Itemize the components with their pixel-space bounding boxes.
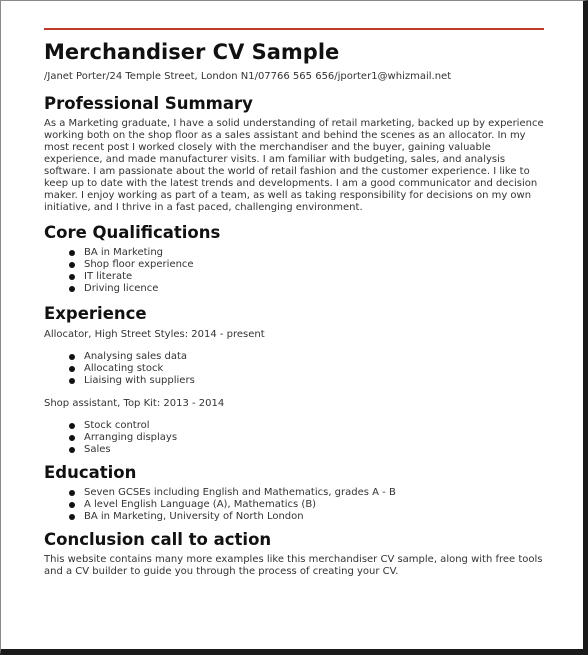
education-list — [44, 487, 544, 523]
list-item — [69, 351, 544, 363]
job-title-allocator: Allocator, High Street Styles: 2014 - present — [44, 329, 265, 340]
list-item-text: Shop floor experience — [84, 259, 194, 270]
cv-document — [44, 38, 544, 588]
education-heading: Education — [44, 463, 137, 482]
bullet-icon — [69, 490, 75, 496]
conclusion-heading: Conclusion call to action — [44, 530, 272, 549]
bullet-icon — [69, 262, 75, 268]
list-item-text: Liaising with suppliers — [84, 375, 195, 386]
list-item-text: Seven GCSEs including English and Mathematics, grades A - B — [84, 487, 396, 498]
job-duties-list — [44, 351, 544, 387]
list-item-text: Stock control — [84, 420, 150, 431]
list-item-text: Arranging displays — [84, 432, 178, 443]
document-title: Merchandiser CV Sample — [44, 40, 340, 64]
list-item-text: BA in Marketing, University of North London — [84, 511, 304, 522]
list-item — [69, 432, 544, 444]
list-item-text: IT literate — [84, 271, 133, 282]
list-item — [69, 283, 544, 295]
list-item — [69, 375, 544, 387]
list-item-text: Allocating stock — [84, 363, 164, 374]
list-item — [69, 247, 544, 259]
list-item — [69, 420, 544, 432]
bullet-icon — [69, 286, 75, 292]
bullet-icon — [69, 250, 75, 256]
experience-heading: Experience — [44, 304, 147, 323]
summary-heading: Professional Summary — [44, 94, 253, 113]
bullet-icon — [69, 354, 75, 360]
bullet-icon — [69, 435, 75, 441]
list-item — [69, 259, 544, 271]
bullet-icon — [69, 502, 75, 508]
list-item-text: A level English Language (A), Mathematics (B) — [84, 499, 317, 510]
conclusion-text: This website contains many more examples like this merchandiser CV sample, along with free tools and a CV builder to guide you through the process of creating your CV. — [44, 554, 543, 577]
job-duties-list — [44, 420, 544, 456]
list-item-text: Driving licence — [84, 283, 159, 294]
header-accent-rule — [44, 28, 544, 30]
bullet-icon — [69, 423, 75, 429]
list-item-text: Analysing sales data — [84, 351, 188, 362]
list-item — [69, 444, 544, 456]
list-item — [69, 511, 544, 523]
summary-text: As a Marketing graduate, I have a solid understanding of retail marketing, backed up by experience working both on the shop floor as a sales assistant and behind the scenes as an allocator. In my most recent post I worked closely with the merchandiser and the buyer, gaining valuable experience, and made manufacturer visits. I am familiar with budgeting, sales, and analysis software. I am passionate about the world of retail fashion and the customer experience. I like to keep up to date with the latest trends and developments. I am a good communicator and decision maker. I enjoy working as part of a team, as well as taking responsibility for decisions on my own initiative, and I thrive in a fast paced, challenging environment. — [44, 118, 544, 213]
contact-details: /Janet Porter/24 Temple Street, London N1/07766 565 656/jporter1@whizmail.net — [44, 71, 452, 82]
list-item — [69, 363, 544, 375]
list-item-text: Sales — [84, 444, 111, 455]
bullet-icon — [69, 447, 75, 453]
qualifications-list — [44, 247, 544, 295]
job-title-shop-assistant: Shop assistant, Top Kit: 2013 - 2014 — [44, 398, 225, 409]
bullet-icon — [69, 514, 75, 520]
list-item — [69, 499, 544, 511]
bullet-icon — [69, 366, 75, 372]
bullet-icon — [69, 378, 75, 384]
bullet-icon — [69, 274, 75, 280]
list-item — [69, 487, 544, 499]
qualifications-heading: Core Qualifications — [44, 223, 221, 242]
list-item — [69, 271, 544, 283]
list-item-text: BA in Marketing — [84, 247, 164, 258]
